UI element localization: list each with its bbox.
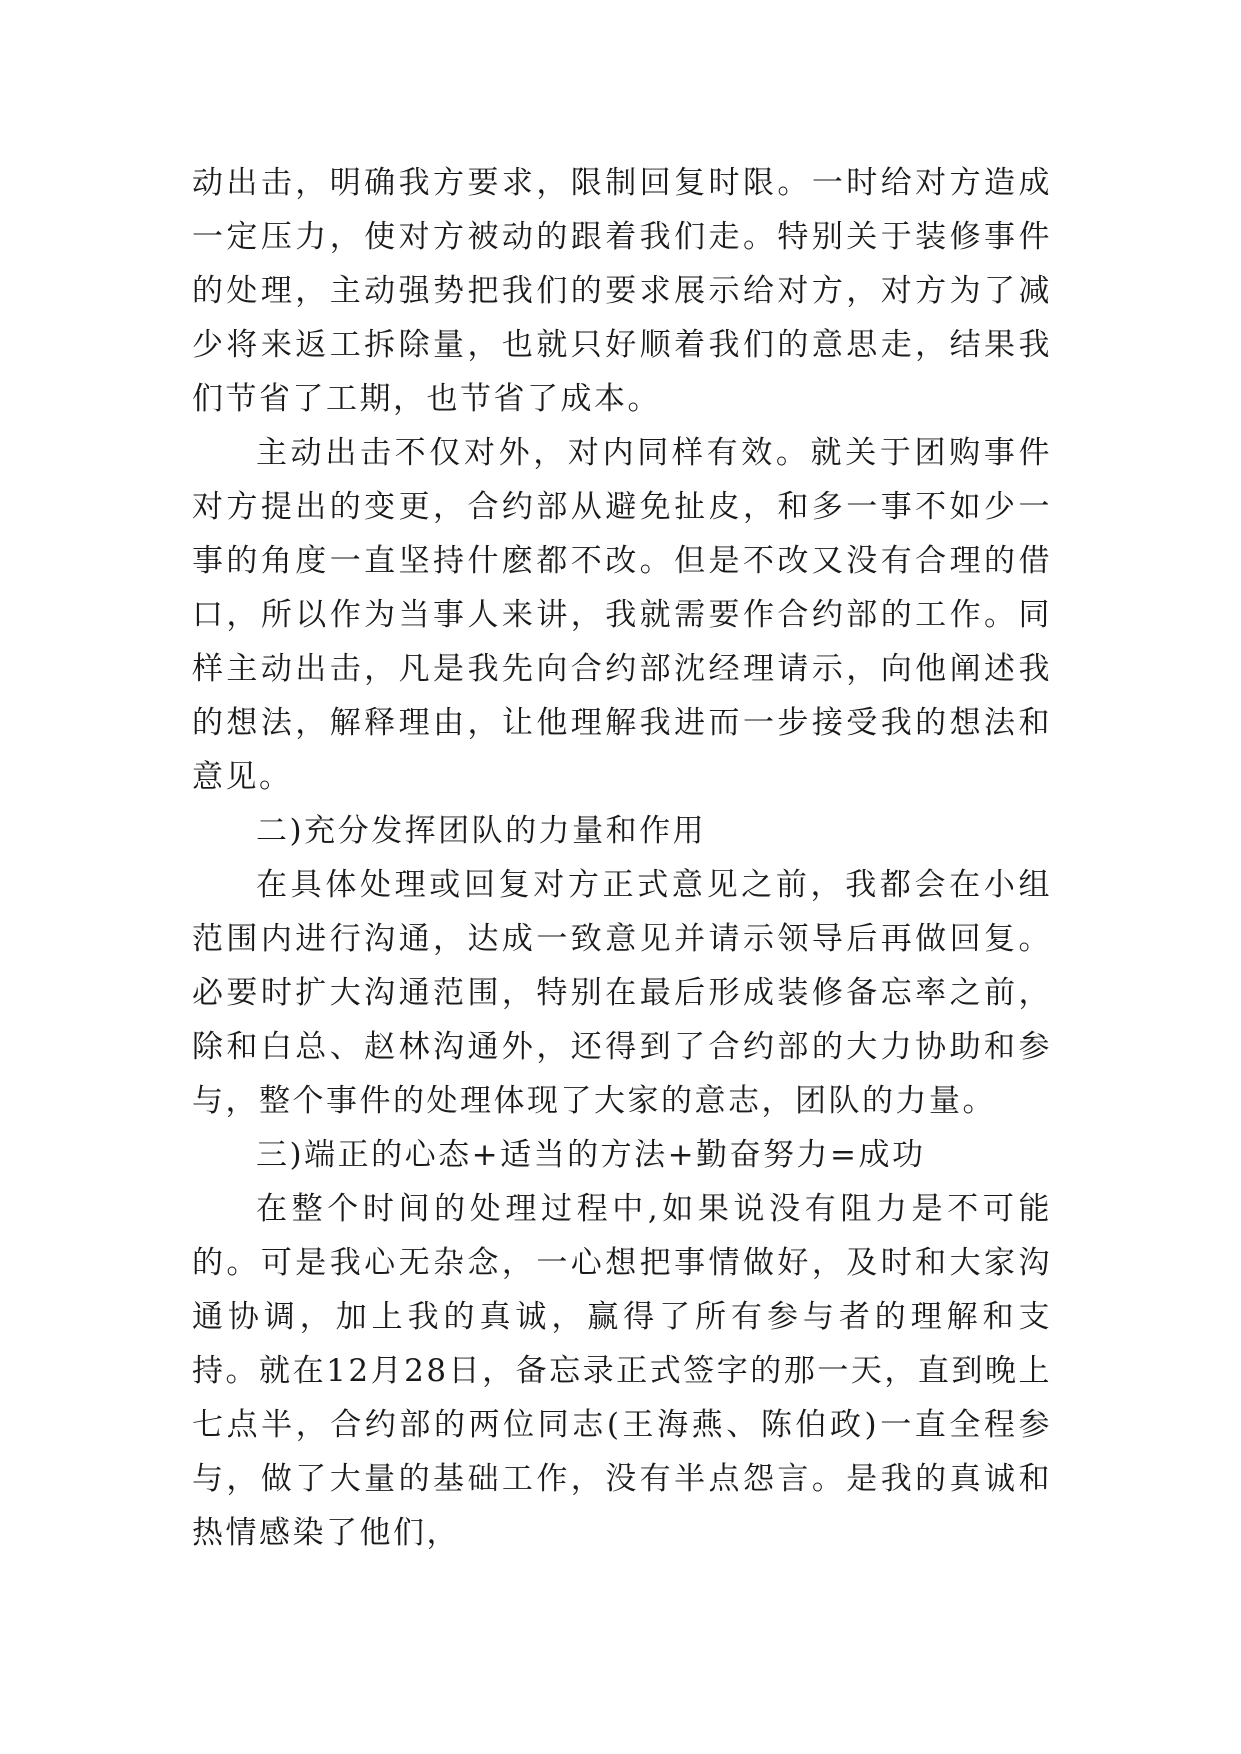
document-body [192, 156, 1052, 1560]
paragraph-teamwork: 在具体处理或回复对方正式意见之前，我都会在小组范围内进行沟通，达成一致意见并请示领导后再做回复。必要时扩大沟通范围，特别在最后形成装修备忘率之前，除和白总、赵林沟通外，还得到了合约部的大力协助和参与，整个事件的处理体现了大家的意志，团队的力量。 [192, 867, 1052, 1119]
paragraph-success: 在整个时间的处理过程中,如果说没有阻力是不可能的。可是我心无杂念，一心想把事情做好，及时和大家沟通协调，加上我的真诚，赢得了所有参与者的理解和支持。就在12月28日，备忘录正式签字的那一天，直到晚上七点半，合约部的两位同志(王海燕、陈伯政)一直全程参与，做了大量的基础工作，没有半点怨言。是我的真诚和热情感染了他们， [192, 1191, 1052, 1551]
paragraph-proactive-internal: 主动出击不仅对外，对内同样有效。就关于团购事件对方提出的变更，合约部从避免扯皮，和多一事不如少一事的角度一直坚持什麽都不改。但是不改又没有合理的借口，所以作为当事人来讲，我就需要作合约部的工作。同样主动出击，凡是我先向合约部沈经理请示，向他阐述我的想法，解释理由，让他理解我进而一步接受我的想法和意见。 [192, 435, 1052, 795]
section-heading-success: 三)端正的心态+适当的方法+勤奋努力=成功 [256, 1137, 926, 1173]
paragraph-continuation: 动出击，明确我方要求，限制回复时限。一时给对方造成一定压力，使对方被动的跟着我们走。特别关于装修事件的处理，主动强势把我们的要求展示给对方，对方为了减少将来返工拆除量，也就只好顺着我们的意思走，结果我们节省了工期，也节省了成本。 [192, 165, 1052, 417]
section-heading-teamwork: 二)充分发挥团队的力量和作用 [256, 813, 707, 849]
